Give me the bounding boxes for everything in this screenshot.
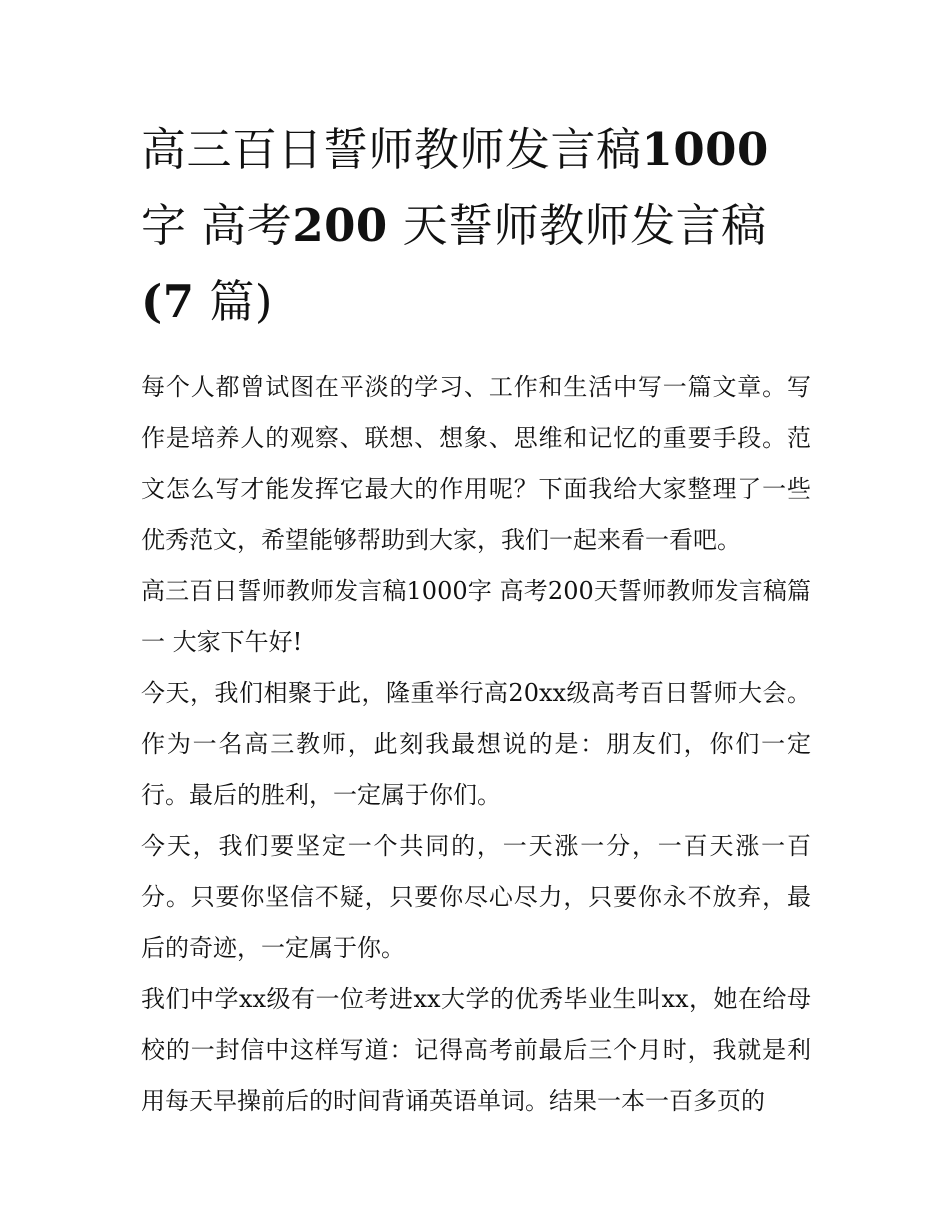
paragraph-intro: 每个人都曾试图在平淡的学习、工作和生活中写一篇文章。写作是培养人的观察、联想、想象、思维和记忆的重要手段。范文怎么写才能发挥它最大的作用呢？下面我给大家整理了一些优秀范文，希望能够帮助到大家，我们一起来看一看吧。: [141, 373, 811, 554]
title-number-3: (7: [141, 275, 195, 328]
title-number-1: 1000: [641, 123, 769, 176]
document-title: [141, 112, 811, 340]
paragraph-goal: 今天，我们要坚定一个共同的，一天涨一分，一百天涨一百分。只要你坚信不疑，只要你尽心尽力，只要你永不放弃，最后的奇迹，一定属于你。: [141, 832, 811, 962]
title-text-3: 天誓师教师发言稿: [402, 199, 767, 252]
paragraph-gathering: 今天，我们相聚于此，隆重举行高20xx级高考百日誓师大会。作为一名高三教师，此刻我最想说的是：朋友们，你们一定行。最后的胜利，一定属于你们。: [141, 679, 811, 809]
title-text-1: 高三百日誓师教师发言稿: [141, 123, 642, 176]
title-text-4: 篇): [209, 275, 273, 328]
document-page: [141, 112, 811, 1127]
title-text-2: 字 高考: [141, 199, 293, 252]
title-number-2: 200: [292, 199, 388, 252]
paragraph-section-heading: 高三百日誓师教师发言稿1000字 高考200天誓师教师发言稿篇一 大家下午好!: [141, 577, 811, 656]
paragraph-graduate-story: 我们中学xx级有一位考进xx大学的优秀毕业生叫xx，她在给母校的一封信中这样写道：记得高考前最后三个月时，我就是利用每天早操前后的时间背诵英语单词。结果一本一百多页的: [141, 985, 811, 1115]
